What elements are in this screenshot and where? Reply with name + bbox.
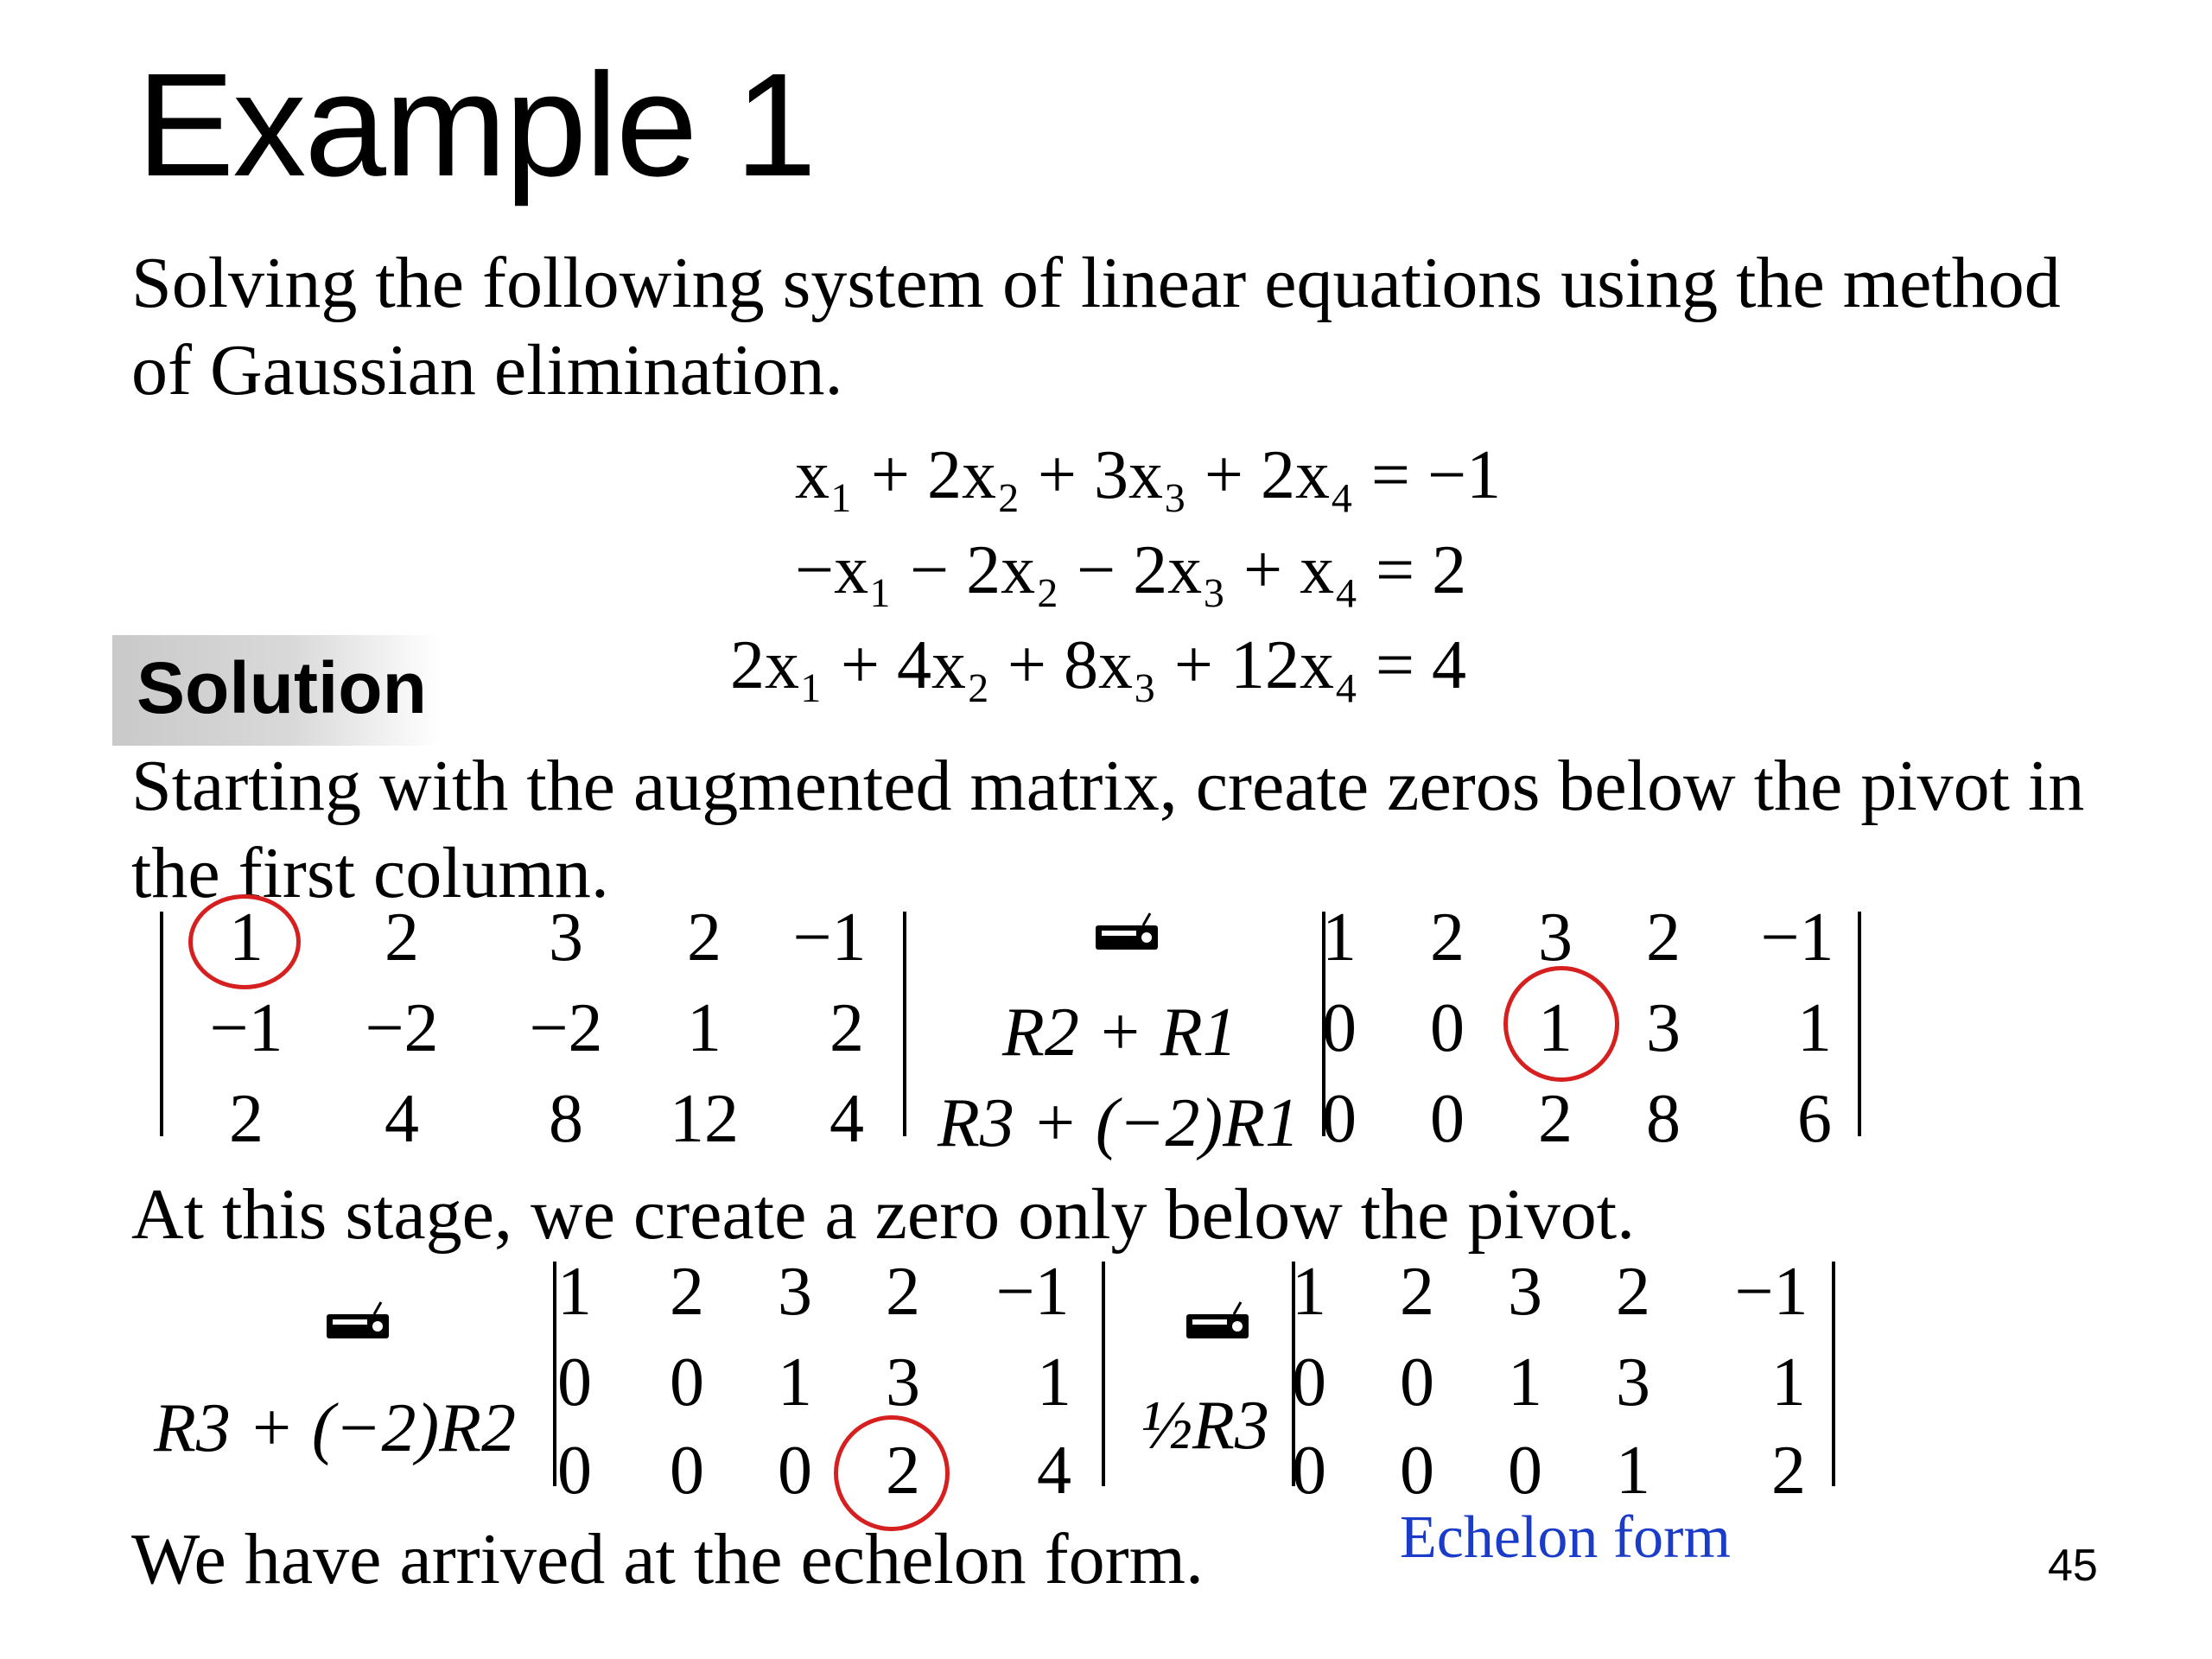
row-op-half-r3: ½R3 [1141,1388,1269,1464]
radio-icon [324,1300,393,1344]
matrix-a-cell: −2 [365,990,439,1066]
matrix-a-left-bracket [160,912,163,1136]
stage-text: At this stage, we create a zero only below the pivot. [131,1174,1636,1255]
matrix-c-cell: 1 [557,1254,592,1330]
matrix-a-cell: 4 [385,1081,419,1157]
matrix-d-cell: 0 [1400,1344,1434,1421]
matrix-c-cell: 2 [886,1254,920,1330]
equation-1: x₁ + 2x₂ + 3x₃ + 2x₄ = −1 [795,437,1502,513]
matrix-a-cell: 1 [687,990,721,1066]
page-number: 45 [2048,1541,2098,1591]
matrix-b-cell: 2 [1538,1081,1573,1157]
matrix-b-cell: 2 [1430,899,1465,976]
matrix-b-cell: 0 [1322,1081,1357,1157]
statement-text: Starting with the augmented matrix, create zeros below the pivot in the first column. [131,746,2085,913]
matrix-d-cell: −1 [1734,1254,1808,1330]
matrix-b-cell: 0 [1322,990,1357,1066]
matrix-a-right-bracket [903,912,906,1136]
matrix-c-cell: 2 [886,1433,920,1509]
matrix-a-cell: 3 [549,899,583,976]
matrix-c-cell: 1 [778,1344,812,1421]
matrix-b-cell: 0 [1430,1081,1465,1157]
matrix-c-cell: 0 [557,1344,592,1421]
matrix-d-cell: 0 [1508,1433,1542,1509]
matrix-b-cell: 3 [1538,899,1573,976]
matrix-b-cell: 8 [1646,1081,1681,1157]
equation-2: −x₁ − 2x₂ − 2x₃ + x₄ = 2 [795,532,1467,608]
matrix-a-cell: 4 [830,1081,864,1157]
row-op-r2-plus-r1: R2 + R1 [1002,995,1237,1071]
matrix-a-cell: −1 [792,899,867,976]
matrix-c-cell: 0 [670,1433,704,1509]
matrix-c-cell: 0 [670,1344,704,1421]
matrix-c-cell: 0 [557,1433,592,1509]
equation-3: 2x₁ + 4x₂ + 8x₃ + 12x₄ = 4 [730,627,1467,703]
matrix-d-cell: 1 [1292,1254,1326,1330]
matrix-a-cell: 8 [549,1081,583,1157]
matrix-d-cell: 3 [1616,1344,1650,1421]
matrix-d-cell: 2 [1771,1433,1806,1509]
echelon-form-label: Echelon form [1400,1504,1731,1571]
row-op-r3-minus-2r2: R3 + (−2)R2 [154,1390,516,1466]
matrix-b-cell: 1 [1538,990,1573,1066]
matrix-b-cell: 1 [1322,899,1357,976]
matrix-b-cell: 2 [1646,899,1681,976]
radio-icon [1184,1300,1253,1344]
matrix-d-cell: 1 [1616,1433,1650,1509]
matrix-d-cell: 0 [1400,1433,1434,1509]
matrix-a-cell: −1 [209,990,283,1066]
matrix-c-cell: 0 [778,1433,812,1509]
arrived-text: We have arrived at the echelon form. [131,1519,1204,1599]
solution-label: Solution [137,647,427,728]
matrix-a-cell: −2 [529,990,603,1066]
matrix-d-cell: 3 [1508,1254,1542,1330]
matrix-a-cell: 2 [687,899,721,976]
matrix-c-cell: 1 [1037,1344,1071,1421]
matrix-c-cell: 3 [886,1344,920,1421]
matrix-a-cell: 2 [385,899,419,976]
matrix-d-cell: 0 [1292,1433,1326,1509]
radio-icon [1093,912,1162,955]
matrix-b-cell: 1 [1797,990,1832,1066]
row-op-r3-minus-2r1: R3 + (−2)R1 [938,1085,1300,1161]
intro-text: Solving the following system of linear equations using the method of Gaussian elimination. [131,243,2061,410]
matrix-a-cell: 2 [830,990,864,1066]
matrix-b-cell: 3 [1646,990,1681,1066]
matrix-b-cell: 0 [1430,990,1465,1066]
matrix-c-cell: 2 [670,1254,704,1330]
matrix-d-cell: 1 [1771,1344,1806,1421]
matrix-c-cell: 4 [1037,1433,1071,1509]
matrix-c-cell: −1 [995,1254,1070,1330]
matrix-a-cell: 12 [670,1081,739,1157]
matrix-a-cell: 1 [229,899,264,976]
matrix-d-cell: 2 [1616,1254,1650,1330]
matrix-d-cell: 0 [1292,1344,1326,1421]
matrix-a-cell: 2 [229,1081,264,1157]
matrix-d-cell: 1 [1508,1344,1542,1421]
matrix-c-cell: 3 [778,1254,812,1330]
matrix-d-cell: 2 [1400,1254,1434,1330]
matrix-b-cell: 6 [1797,1081,1832,1157]
matrix-b-cell: −1 [1760,899,1834,976]
slide-title: Example 1 [137,43,816,207]
